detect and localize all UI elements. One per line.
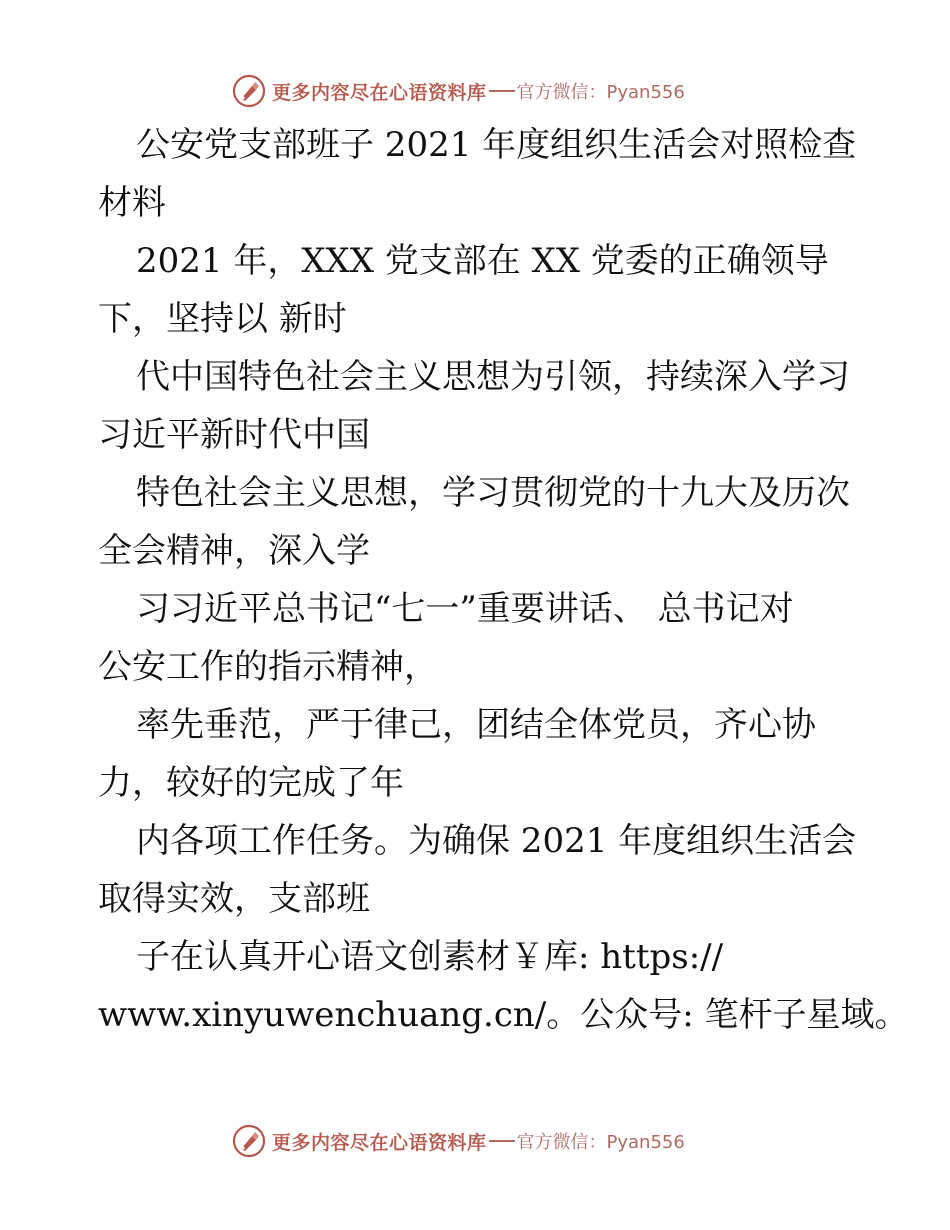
paragraph-line: 全会精神，深入学 <box>98 531 370 571</box>
paragraph-line: 习习近平总书记“七一”重要讲话、 总书记对 <box>136 589 794 629</box>
paragraph-line: 率先垂范，严于律己，团结全体党员，齐心协 <box>136 705 816 745</box>
title-line-2: 材料 <box>98 183 166 223</box>
footer-watermark <box>232 1121 685 1161</box>
watermark-dash <box>489 1140 515 1142</box>
watermark-wechat: 官方微信：Pyan556 <box>516 82 685 103</box>
paragraph-line: 公安工作的指示精神， <box>98 647 438 687</box>
watermark-title: 更多内容尽在心语资料库 <box>272 1131 487 1154</box>
paragraph-line: 习近平新时代中国 <box>98 415 370 455</box>
paragraph-line: 2021 年，XXX 党支部在 XX 党委的正确领导 <box>136 241 829 281</box>
paragraph-line: 力，较好的完成了年 <box>98 763 404 803</box>
document-body <box>98 116 909 1044</box>
paragraph-line: 内各项工作任务。为确保 2021 年度组织生活会 <box>136 821 857 861</box>
pen-logo-icon <box>232 1124 266 1158</box>
paragraph-line: 子在认真开心语文创素材￥库: https:// <box>136 937 724 977</box>
pen-logo-icon <box>232 74 266 108</box>
website-line: www.xinyuwenchuang.cn/。公众号: 笔杆子星域。 <box>98 995 909 1035</box>
watermark-dash <box>489 90 515 92</box>
watermark-wechat: 官方微信：Pyan556 <box>516 1132 685 1153</box>
paragraph-line: 下，坚持以 新时 <box>98 299 347 339</box>
watermark-title: 更多内容尽在心语资料库 <box>272 81 487 104</box>
title-line-1: 公安党支部班子 2021 年度组织生活会对照检查 <box>136 125 857 165</box>
paragraph-line: 取得实效，支部班 <box>98 879 370 919</box>
header-watermark <box>232 71 685 111</box>
paragraph-line: 代中国特色社会主义思想为引领，持续深入学习 <box>136 357 850 397</box>
paragraph-line: 特色社会主义思想，学习贯彻党的十九大及历次 <box>136 473 850 513</box>
